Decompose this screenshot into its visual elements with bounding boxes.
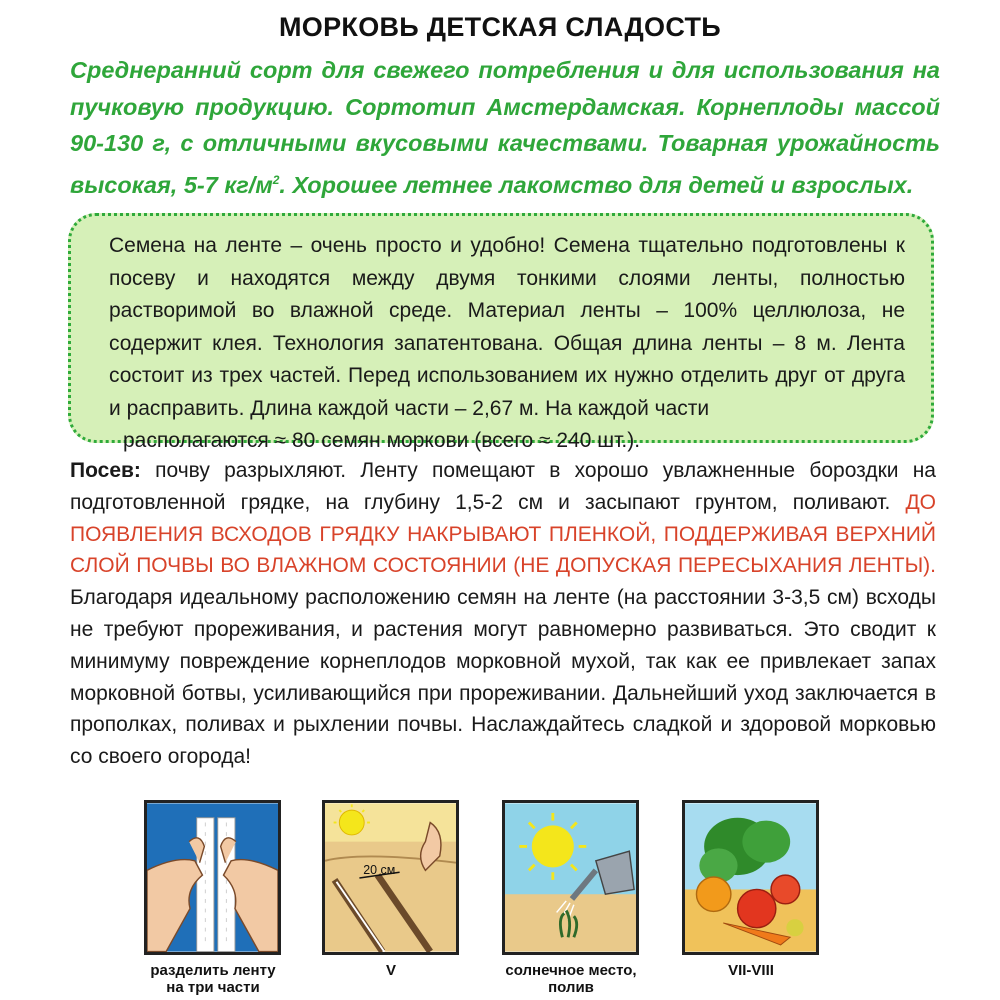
tape-in-furrow-icon xyxy=(325,803,456,952)
description-main: Среднеранний сорт для свежего потребления и для использования на пучковую продукцию. Сортотип Амстердамская. Корнеплоды массой 90-130 г, с отличными вкусовыми качествами. Товарная урожайность высокая, 5-7 кг/м xyxy=(70,57,940,198)
sowing-text-1: почву разрыхляют. Ленту помещают в хорошо увлажненные бороздки на подготовленной грядке, на глубину 1,5-2 см и засыпают грунтом, поливают. xyxy=(70,459,936,514)
hands-separating-tape-icon xyxy=(147,803,278,952)
caption-harvest-month: VII-VIII xyxy=(728,962,774,979)
sowing-instructions xyxy=(70,455,936,773)
sunny-place-watering-icon xyxy=(505,803,636,952)
sowing-warning: ДО ПОЯВЛЕНИЯ ВСХОДОВ ГРЯДКУ НАКРЫВАЮТ ПЛЕНКОЙ, ПОДДЕРЖИВАЯ ВЕРХНИЙ СЛОЙ ПОЧВЫ ВО ВЛАЖНОМ СОСТОЯНИИ (НЕ ДОПУСКАЯ ПЕРЕСЫХАНИЯ ЛЕНТЫ). xyxy=(70,490,936,578)
tape-info-last-line: располагаются ≈ 80 семян моркови (всего ≈ 240 шт.). xyxy=(123,429,641,452)
furrow-distance-label: 20 см xyxy=(363,863,396,878)
sowing-text-2: Благодаря идеальному расположению семян на ленте (на расстоянии 3-3,5 см) всходы не требуют прореживания, и растения могут равномерно развиваться. Это сводит к минимуму повреждение корнеплодов морковной мухой, так как ее привлекает запах морковной ботвы, усиливающийся при прореживании. Дальнейший уход заключается в прополках, поливах и рыхлении почвы. Наслаждайтесь сладкой и здоровой морковью со своего огорода! xyxy=(70,586,936,769)
harvest-vegetables-icon xyxy=(685,803,816,952)
page-title: МОРКОВЬ ДЕТСКАЯ СЛАДОСТЬ xyxy=(279,12,721,42)
pictogram-harvest xyxy=(682,800,819,955)
description-tail: . Хорошее летнее лакомство для детей и взрослых. xyxy=(279,171,914,198)
caption-sowing-month: V xyxy=(385,962,396,979)
sowing-label: Посев: xyxy=(70,459,141,482)
variety-description xyxy=(70,52,940,203)
description-superscript: 2 xyxy=(272,172,280,187)
pictogram-furrow xyxy=(322,800,459,955)
caption-separate: разделить ленту на три части xyxy=(150,962,276,996)
pictogram-separate xyxy=(144,800,281,955)
pictogram-sun-water xyxy=(502,800,639,955)
pictogram-row xyxy=(144,800,884,996)
caption-sun-water: солнечное место, полив xyxy=(505,962,637,996)
seed-tape-info-box xyxy=(68,213,934,452)
tape-info-text: Семена на ленте – очень просто и удобно! Семена тщательно подготовлены к посеву и находятся между двумя тонкими слоями ленты, полностью растворимой во влажной среде. Материал ленты – 100% целлюлоза, не содержит клея. Технология запатентована. Общая длина ленты – 8 м. Лента состоит из трех частей. Перед использованием их нужно отделить друг от друга и расправить. Длина каждой части – 2,67 м. На каждой части xyxy=(109,234,905,420)
